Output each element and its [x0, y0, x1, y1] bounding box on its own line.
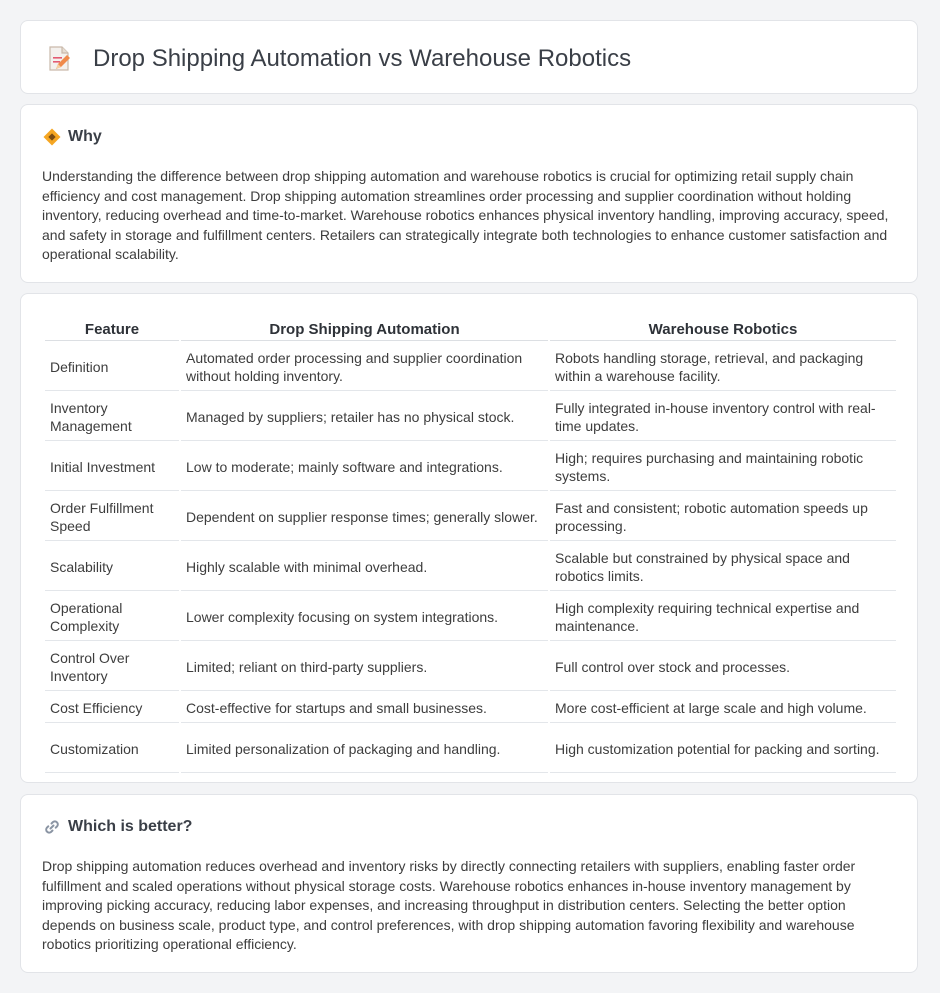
drop-shipping-cell: Managed by suppliers; retailer has no physical stock. [181, 393, 548, 441]
why-heading [43, 127, 102, 147]
table-row [45, 343, 896, 391]
feature-cell: Customization [45, 725, 179, 773]
column-header-drop-shipping: Drop Shipping Automation [181, 318, 548, 341]
warehouse-robotics-cell: Robots handling storage, retrieval, and packaging within a warehouse facility. [550, 343, 896, 391]
drop-shipping-cell: Limited; reliant on third-party suppliers. [181, 643, 548, 691]
feature-cell: Definition [45, 343, 179, 391]
document-edit-icon [47, 46, 71, 72]
better-heading [43, 817, 192, 837]
drop-shipping-cell: Lower complexity focusing on system integrations. [181, 593, 548, 641]
feature-cell: Order Fulfillment Speed [45, 493, 179, 541]
feature-cell: Operational Complexity [45, 593, 179, 641]
better-text: Drop shipping automation reduces overhead and inventory risks by directly connecting retailers with suppliers, enabling faster order fulfillment and scaled operations without physical storage costs. Warehouse robotics enhances in-house inventory management by improving picking accuracy, reducing labor expenses, and increasing throughput in distribution centers. Selecting the better option depends on business scale, product type, and control preferences, with drop shipping automation favoring flexibility and warehouse robotics prioritizing operational efficiency. [42, 858, 856, 952]
feature-cell: Inventory Management [45, 393, 179, 441]
column-header-feature: Feature [45, 318, 179, 341]
drop-shipping-cell: Highly scalable with minimal overhead. [181, 543, 548, 591]
feature-cell: Scalability [45, 543, 179, 591]
table-row [45, 693, 896, 723]
which-is-better-section [20, 794, 918, 973]
table-row [45, 643, 896, 691]
why-section [20, 104, 918, 283]
warehouse-robotics-cell: High customization potential for packing and sorting. [550, 725, 896, 773]
warehouse-robotics-cell: High complexity requiring technical expertise and maintenance. [550, 593, 896, 641]
feature-cell: Control Over Inventory [45, 643, 179, 691]
warehouse-robotics-cell: High; requires purchasing and maintaining robotic systems. [550, 443, 896, 491]
drop-shipping-cell: Dependent on supplier response times; generally slower. [181, 493, 548, 541]
column-header-warehouse-robotics: Warehouse Robotics [550, 318, 896, 341]
comparison-table [43, 316, 898, 775]
drop-shipping-cell: Limited personalization of packaging and handling. [181, 725, 548, 773]
drop-shipping-cell: Cost-effective for startups and small businesses. [181, 693, 548, 723]
table-row [45, 725, 896, 773]
warehouse-robotics-cell: Full control over stock and processes. [550, 643, 896, 691]
warehouse-robotics-cell: More cost-efficient at large scale and high volume. [550, 693, 896, 723]
feature-cell: Initial Investment [45, 443, 179, 491]
table-row [45, 593, 896, 641]
table-row [45, 443, 896, 491]
link-icon [43, 818, 61, 836]
page-title: Drop Shipping Automation vs Warehouse Robotics [93, 45, 632, 72]
table-row [45, 543, 896, 591]
header-card [20, 20, 918, 94]
table-row [45, 493, 896, 541]
diamond-sign-icon [43, 128, 61, 146]
table-row [45, 393, 896, 441]
warehouse-robotics-cell: Fully integrated in-house inventory control with real-time updates. [550, 393, 896, 441]
drop-shipping-cell: Automated order processing and supplier coordination without holding inventory. [181, 343, 548, 391]
feature-cell: Cost Efficiency [45, 693, 179, 723]
why-text: Understanding the difference between drop shipping automation and warehouse robotics is crucial for optimizing retail supply chain efficiency and cost management. Drop shipping automation streamlines order processing and supplier coordination without holding inventory, reducing overhead and time-to-market. Warehouse robotics enhances physical inventory handling, improving accuracy, speed, and safety in storage and fulfillment centers. Retailers can strategically integrate both technologies to enhance customer satisfaction and operational scalability. [42, 168, 889, 262]
comparison-table-card [20, 293, 918, 783]
table-header-row [45, 318, 896, 341]
warehouse-robotics-cell: Scalable but constrained by physical space and robotics limits. [550, 543, 896, 591]
drop-shipping-cell: Low to moderate; mainly software and integrations. [181, 443, 548, 491]
why-title: Why [68, 128, 102, 145]
better-title: Which is better? [68, 818, 193, 835]
warehouse-robotics-cell: Fast and consistent; robotic automation speeds up processing. [550, 493, 896, 541]
